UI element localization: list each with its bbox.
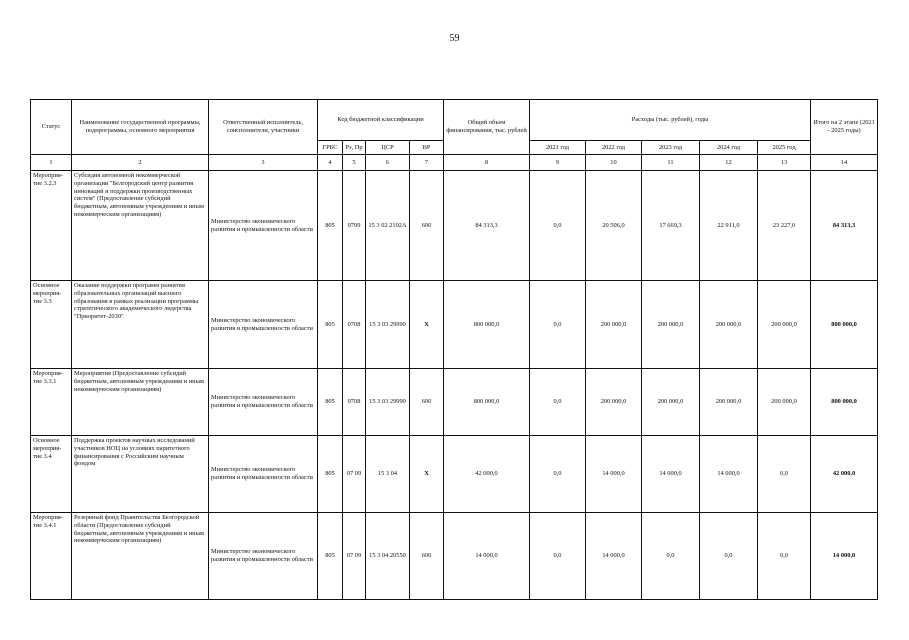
row-2022: 14 000,0 xyxy=(586,513,642,600)
row-status: Мероприя-тие 3.3.1 xyxy=(31,369,72,436)
row-grbs: 805 xyxy=(318,281,343,369)
column-number: 6 xyxy=(366,155,410,171)
column-number: 3 xyxy=(209,155,318,171)
row-final-total: 14 000,0 xyxy=(811,513,878,600)
row-csr: 15 3 04 20550 xyxy=(366,513,410,600)
row-name: Мероприятия (Предоставление субсидий бюджетным, автономным учреждениям и иным некоммерческим организациям) xyxy=(72,369,209,436)
row-2023: 200 000,0 xyxy=(642,281,700,369)
row-2024: 0,0 xyxy=(700,513,758,600)
column-number: 5 xyxy=(343,155,366,171)
column-number: 8 xyxy=(444,155,530,171)
row-csr: 15 3 03 29990 xyxy=(366,281,410,369)
row-2025: 200 000,0 xyxy=(758,281,811,369)
row-executor: Министерство экономического развития и промышленности области xyxy=(209,171,318,281)
row-vr: Х xyxy=(410,436,444,513)
row-csr: 15 3 02 2102А xyxy=(366,171,410,281)
header-expenses: Расходы (тыс. рублей), годы xyxy=(530,100,811,141)
table-row xyxy=(31,281,878,369)
row-vr: Х xyxy=(410,281,444,369)
row-2021: 0,0 xyxy=(530,369,586,436)
row-executor: Министерство экономического развития и промышленности области xyxy=(209,281,318,369)
row-executor: Министерство экономического развития и промышленности области xyxy=(209,513,318,600)
column-number: 7 xyxy=(410,155,444,171)
row-name: Резервный фонд Правительства Белгородской области (Предоставление субсидий бюджетным, автономным учреждениям и иным некоммерческим организациям) xyxy=(72,513,209,600)
column-number: 12 xyxy=(700,155,758,171)
row-final-total: 84 313,3 xyxy=(811,171,878,281)
row-2024: 22 911,0 xyxy=(700,171,758,281)
header-status: Статус xyxy=(31,100,72,155)
row-total-funding: 800 000,0 xyxy=(444,369,530,436)
table-row xyxy=(31,513,878,600)
row-executor: Министерство экономического развития и промышленности области xyxy=(209,369,318,436)
row-executor: Министерство экономического развития и промышленности области xyxy=(209,436,318,513)
row-2023: 200 000,0 xyxy=(642,369,700,436)
row-2021: 0,0 xyxy=(530,171,586,281)
row-2025: 0,0 xyxy=(758,513,811,600)
header-2024: 2024 год xyxy=(700,141,758,155)
row-2023: 14 000,0 xyxy=(642,436,700,513)
row-name: Поддержка проектов научных исследований участников НОЦ на условиях паритетного финансирования с Российским научным фондом xyxy=(72,436,209,513)
column-number: 13 xyxy=(758,155,811,171)
page-number: 59 xyxy=(449,33,460,44)
header-vr: ВР xyxy=(410,141,444,155)
column-number: 14 xyxy=(811,155,878,171)
header-csr: ЦСР xyxy=(366,141,410,155)
header-budget-code: Код бюджетной классификации xyxy=(318,100,444,141)
row-2022: 200 000,0 xyxy=(586,369,642,436)
row-status: Мероприя-тие 3.4.1 xyxy=(31,513,72,600)
row-total-funding: 42 000,0 xyxy=(444,436,530,513)
row-final-total: 800 000,0 xyxy=(811,281,878,369)
row-name: Субсидия автономной некоммерческой организации "Белгородский центр развития инноваций и поддержки производственных систем" (Предоставление субсидий бюджетным, автономным учреждениям и иным некоммерческим организациям) xyxy=(72,171,209,281)
row-2024: 14 000,0 xyxy=(700,436,758,513)
row-final-total: 42 000,0 xyxy=(811,436,878,513)
header-executor: Ответственный исполнитель, соисполнители, участники xyxy=(209,100,318,155)
row-csr: 15 3 03 29990 xyxy=(366,369,410,436)
row-grbs: 805 xyxy=(318,369,343,436)
header-rzpr: Рз, Пр xyxy=(343,141,366,155)
row-grbs: 805 xyxy=(318,513,343,600)
column-number: 9 xyxy=(530,155,586,171)
header-2023: 2023 год xyxy=(642,141,700,155)
header-2021: 2021 год xyxy=(530,141,586,155)
column-number: 4 xyxy=(318,155,343,171)
row-status: Мероприя-тие 3.2.3 xyxy=(31,171,72,281)
row-rzpr: 0708 xyxy=(343,369,366,436)
row-2024: 200 000,0 xyxy=(700,369,758,436)
column-number: 2 xyxy=(72,155,209,171)
row-final-total: 800 000,0 xyxy=(811,369,878,436)
row-2024: 200 000,0 xyxy=(700,281,758,369)
table-row xyxy=(31,369,878,436)
header-2022: 2022 год xyxy=(586,141,642,155)
row-2021: 0,0 xyxy=(530,513,586,600)
header-name: Наименование государственной программы, подпрограммы, основного мероприятия xyxy=(72,100,209,155)
column-number: 1 xyxy=(31,155,72,171)
row-2022: 200 000,0 xyxy=(586,281,642,369)
row-2025: 23 227,0 xyxy=(758,171,811,281)
row-vr: 600 xyxy=(410,171,444,281)
header-final-total: Итого на 2 этапе (2021 - 2025 годы) xyxy=(811,100,878,155)
row-2022: 20 506,0 xyxy=(586,171,642,281)
row-rzpr: 07 09 xyxy=(343,513,366,600)
row-2021: 0,0 xyxy=(530,281,586,369)
row-rzpr: 0709 xyxy=(343,171,366,281)
row-2025: 200 000,0 xyxy=(758,369,811,436)
budget-table xyxy=(30,99,878,600)
row-rzpr: 07 09 xyxy=(343,436,366,513)
row-vr: 600 xyxy=(410,369,444,436)
row-name: Оказание поддержки программ развития образовательных организаций высшего образования в рамках реализации программы стратегического академического лидерства "Приоритет-2030" xyxy=(72,281,209,369)
header-grbs: ГРБС xyxy=(318,141,343,155)
row-2023: 17 669,3 xyxy=(642,171,700,281)
row-csr: 15 3 04 xyxy=(366,436,410,513)
header-2025: 2025 год xyxy=(758,141,811,155)
row-2022: 14 000,0 xyxy=(586,436,642,513)
row-status: Основное мероприя-тие 3.4 xyxy=(31,436,72,513)
column-number-row xyxy=(31,155,878,171)
row-total-funding: 800 000,0 xyxy=(444,281,530,369)
row-2025: 0,0 xyxy=(758,436,811,513)
column-number: 11 xyxy=(642,155,700,171)
header-total-funding: Общий объем финансирования, тыс. рублей xyxy=(444,100,530,155)
row-status: Основное мероприя-тие 3.3 xyxy=(31,281,72,369)
row-total-funding: 14 000,0 xyxy=(444,513,530,600)
table-row xyxy=(31,436,878,513)
column-number: 10 xyxy=(586,155,642,171)
row-2023: 0,0 xyxy=(642,513,700,600)
row-grbs: 805 xyxy=(318,171,343,281)
table-row xyxy=(31,171,878,281)
row-vr: 600 xyxy=(410,513,444,600)
row-2021: 0,0 xyxy=(530,436,586,513)
row-total-funding: 84 313,3 xyxy=(444,171,530,281)
row-grbs: 805 xyxy=(318,436,343,513)
row-rzpr: 0708 xyxy=(343,281,366,369)
